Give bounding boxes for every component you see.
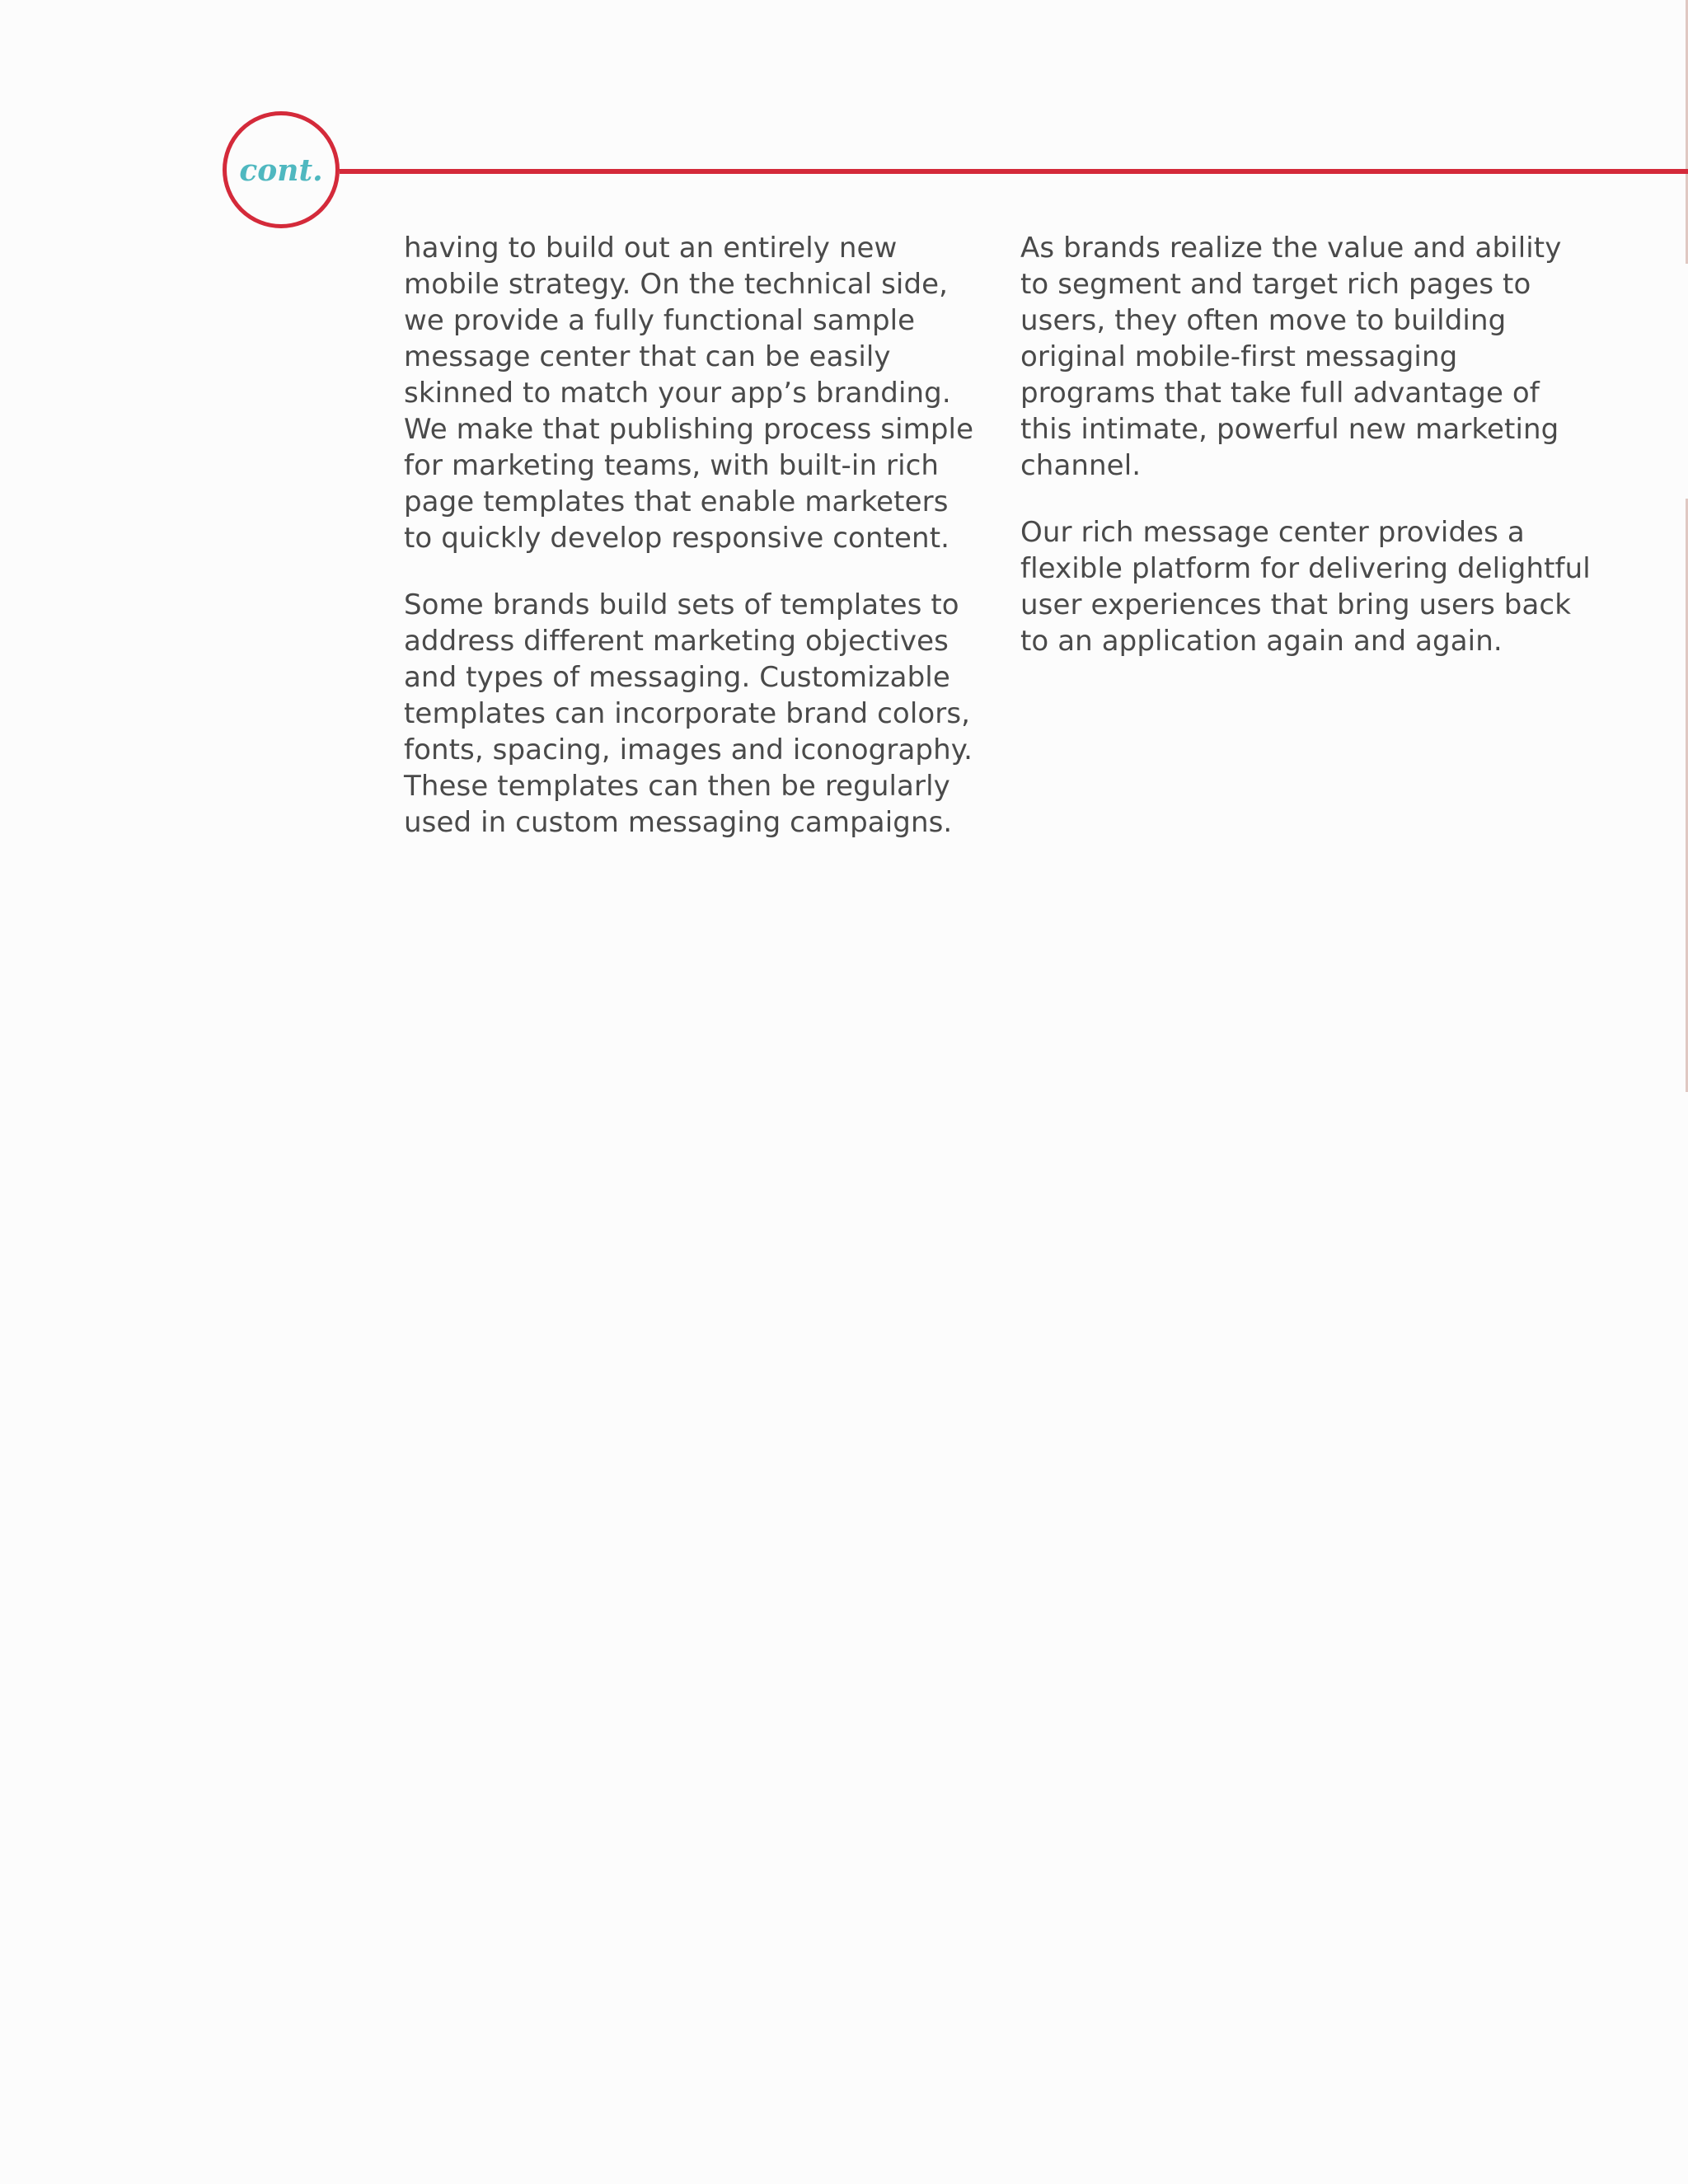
continued-label: cont. [239, 153, 323, 188]
right-text-column [1020, 230, 1597, 690]
body-paragraph: Our rich message center provides a flexible platform for delivering delightful user experiences that bring users back to an application again and again. [1020, 516, 1591, 658]
continued-badge [223, 111, 340, 228]
body-paragraph: Some brands build sets of templates to address different marketing objectives and types of messaging. Customizable templates can incorporate brand colors, fonts, spacing, images and iconography. These templates can then be regularly used in custom messaging campaigns. [404, 588, 973, 839]
section-header-rule [340, 169, 1688, 174]
body-paragraph: having to build out an entirely new mobile strategy. On the technical side, we provide a fully functional sample message center that can be easily skinned to match your app’s branding. We make that publishing process simple for marketing teams, with built-in rich page templates that enable marketers to quickly develop responsive content. [404, 232, 974, 555]
body-paragraph: As brands realize the value and ability to segment and target rich pages to users, they often move to building original mobile-first messaging programs that take full advantage of this intimate, powerful new marketing channel. [1020, 232, 1562, 482]
left-text-column [404, 230, 981, 871]
